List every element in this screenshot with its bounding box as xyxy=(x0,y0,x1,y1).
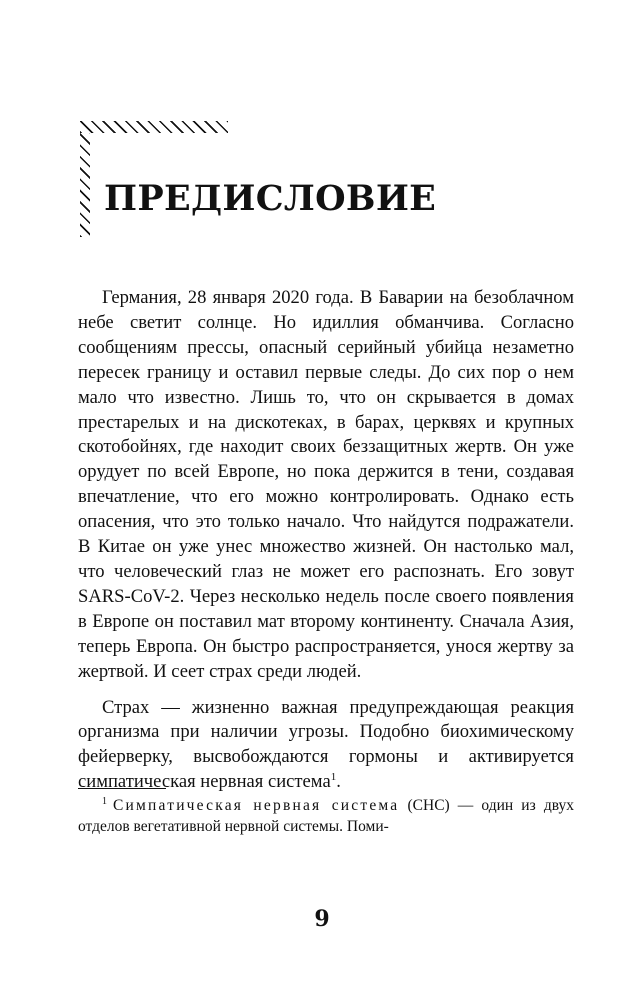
corner-hatch-ornament-top xyxy=(80,121,228,133)
footnote xyxy=(78,795,574,837)
footnote-text: (СНС) — один из двух отделов вегетативной нервной системы. Поми- xyxy=(78,797,574,835)
page-number: 9 xyxy=(314,906,330,932)
footnote-divider xyxy=(78,788,166,789)
footnote-reference: 1 xyxy=(330,771,337,784)
body-text xyxy=(78,286,574,806)
paragraph-1: Германия, 28 января 2020 года. В Баварии на безоблачном небе светит солнце. Но идиллия обманчива. Согласно сообщениям прессы, опасный серийный убийца незаметно пересек границу и оставил первые следы. До сих пор о нем мало что известно. Лишь то, что он скрывается в домах престарелых и на дискотеках, в барах, церквях и крупных скотобойнях, где находит своих беззащитных жертв. Он уже орудует по всей Европе, но пока держится в тени, создавая впечатление, что его можно контролировать. Однако есть опасения, что это только начало. Что найдутся подражатели. В Китае он уже унес множество жизней. Он настолько мал, что человеческий глаз не может его распознать. Его зовут SARS-CoV-2. Через несколько недель после своего появления в Европе он поставил мат второму континенту. Сначала Азия, теперь Европа. Он быстро распространяется, унося жертву за жертвой. И сеет страх среди людей. xyxy=(78,287,574,682)
chapter-title: ПРЕДИСЛОВИЕ xyxy=(104,178,437,219)
footnote-paragraph xyxy=(78,795,574,837)
paragraph-2-text: Страх — жизненно важная предупреждающая реакция организма при наличии угрозы. Подобно биохимическому фейерверку, высвобождаются гормоны и активируется симпатическая нервная система xyxy=(78,696,574,793)
footnote-term: Симпатическая нервная система xyxy=(113,797,400,814)
corner-hatch-ornament-left xyxy=(80,133,90,237)
paragraph-2: Страх — жизненно важная предупреждающая реакция организма при наличии угрозы. Подобно биохимическому фейерверку, высвобождаются гормоны и активируется симпатическая нервная система$^1$. xyxy=(78,696,574,793)
footnote-marker: 1 xyxy=(102,795,107,807)
